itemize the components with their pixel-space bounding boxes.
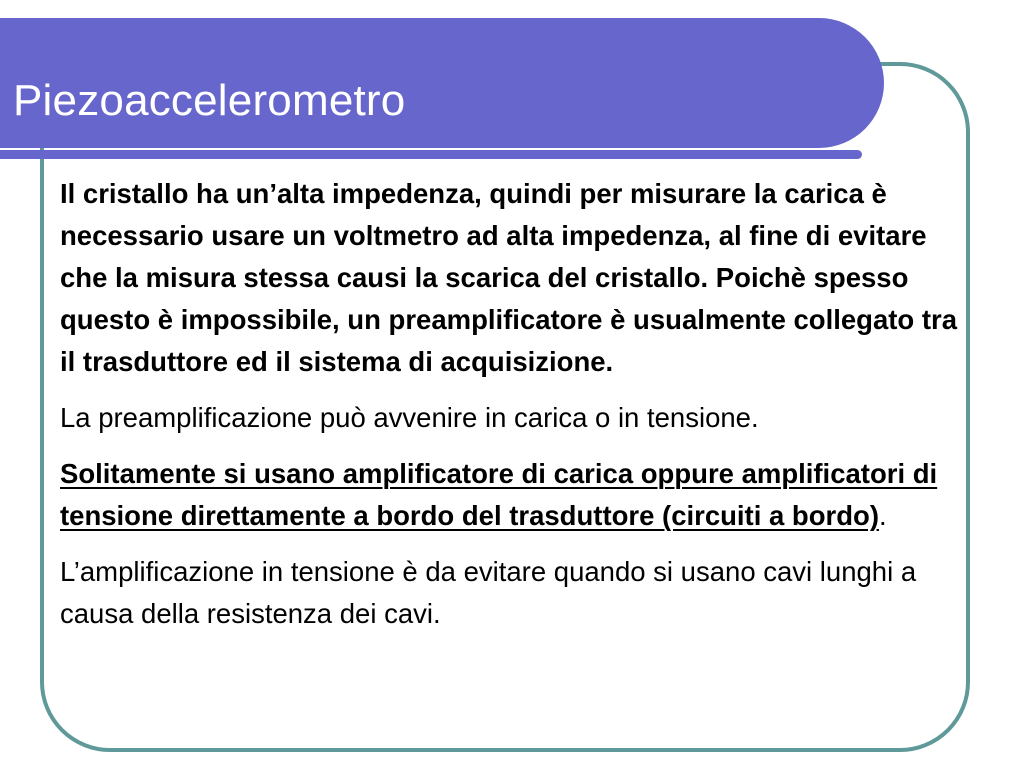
paragraph-impedance: Il cristallo ha un’alta impedenza, quindi per misurare la carica è necessario usare un voltmetro ad alta impedenza, al fine di evitare che la misura stessa causi la scarica del cristallo. Poichè spesso questo è impossibile, un preamplificatore è usualmente collegato tra il trasduttore ed il sistema di acquisizione.: [60, 178, 958, 377]
slide-title: Piezoaccelerometro: [13, 76, 406, 125]
title-underline: [0, 150, 862, 159]
paragraph-preamplification: La preamplificazione può avvenire in carica o in tensione.: [60, 402, 759, 433]
slide-body: [60, 173, 960, 649]
paragraph-amplifiers-period: .: [878, 500, 887, 531]
paragraph-amplifiers: [60, 453, 960, 537]
paragraph-voltage-amplification: L’amplificazione in tensione è da evitare quando si usano cavi lunghi a causa della resistenza dei cavi.: [60, 556, 917, 629]
paragraph-amplifiers-underlined: Solitamente si usano amplificatore di carica oppure amplificatori di tensione direttamente a bordo del trasduttore (circuiti a bordo): [60, 458, 938, 531]
